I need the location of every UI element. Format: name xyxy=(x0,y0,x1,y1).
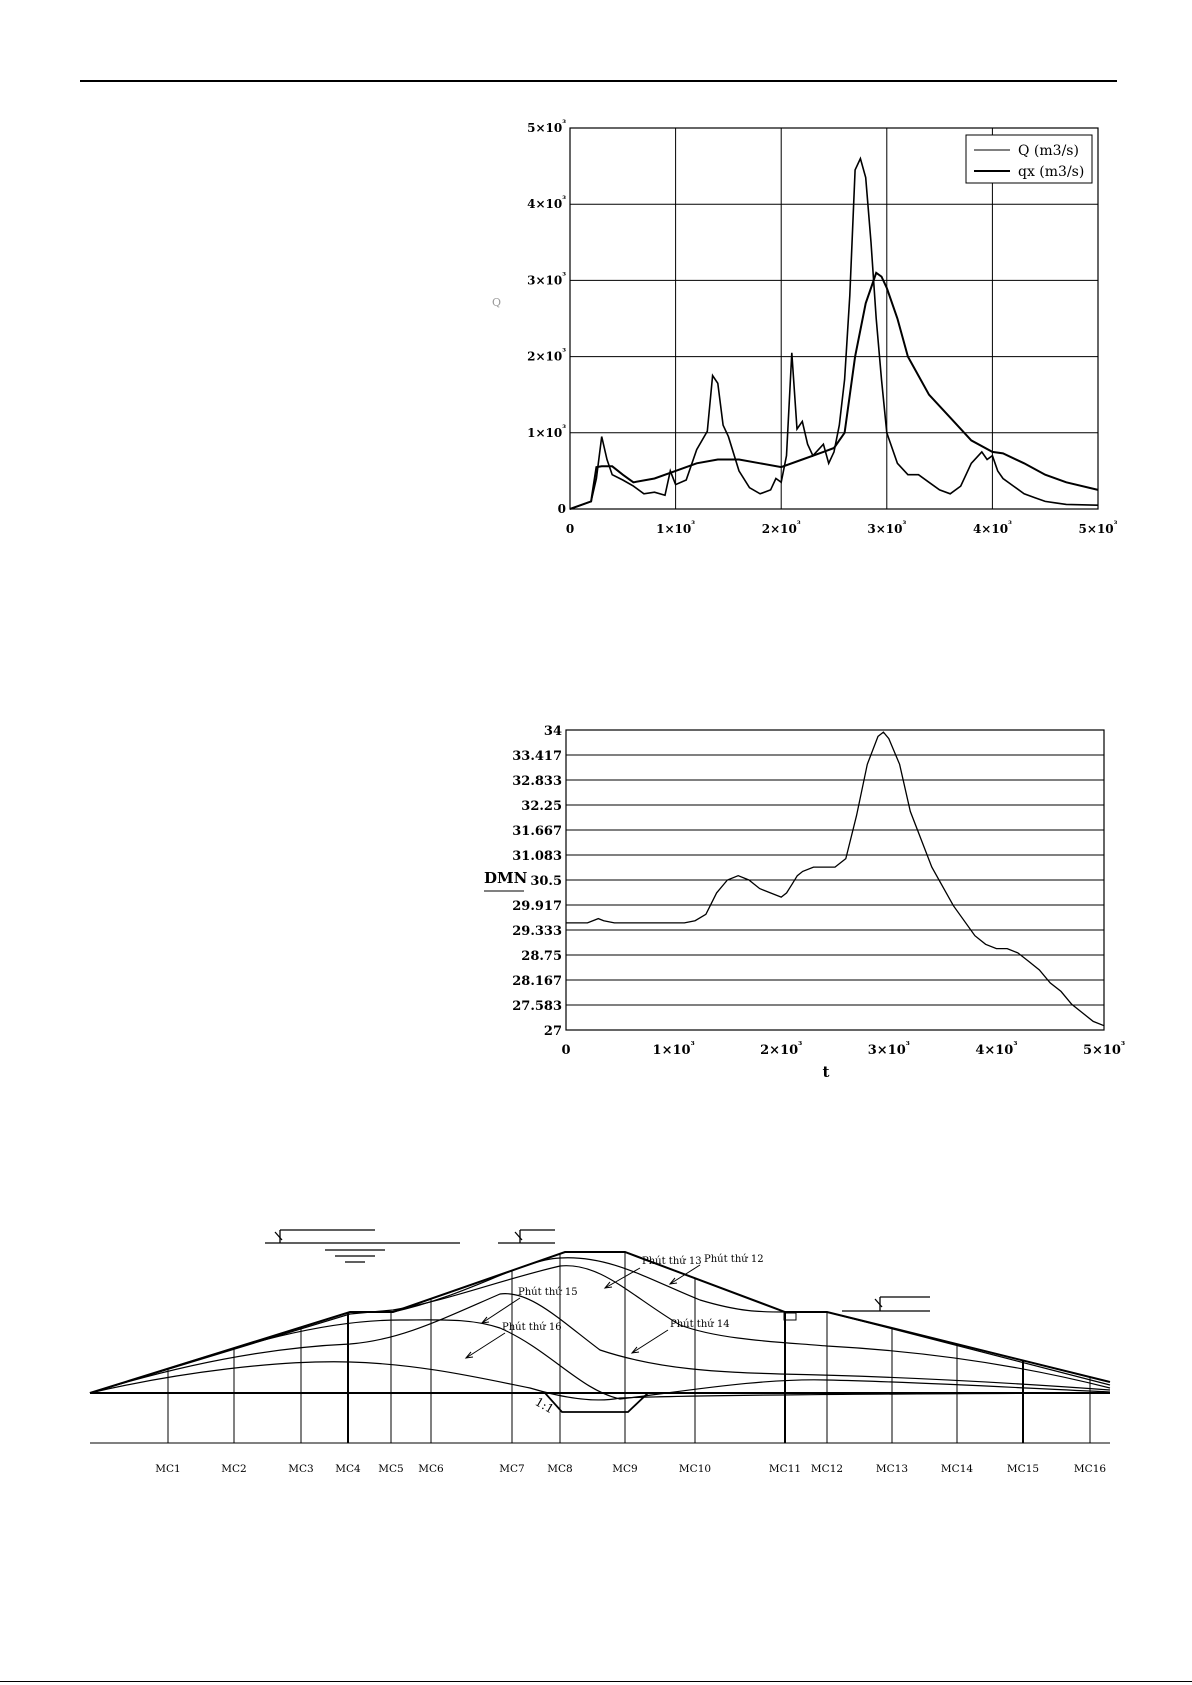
annotation-minute-13: Phút thứ 13 xyxy=(642,1256,702,1267)
y-tick-label: 32.833 xyxy=(512,774,562,789)
x-tick-label: $2\times 10^{^3}$ xyxy=(761,520,801,536)
y-tick-label: 27.583 xyxy=(512,999,562,1014)
section-label: MC1 xyxy=(155,1463,181,1475)
header-rule xyxy=(80,80,1117,82)
x-tick-label: $3\times 10^{^3}$ xyxy=(867,520,907,536)
section-label: MC16 xyxy=(1073,1463,1107,1475)
y-axis-label: Q xyxy=(492,296,502,309)
annotation-minute-15: Phút thứ 15 xyxy=(518,1287,578,1298)
section-label: MC5 xyxy=(378,1463,404,1475)
section-label: MC2 xyxy=(221,1463,247,1475)
upstream-water-level-icon xyxy=(265,1230,460,1262)
water-level-chart xyxy=(480,722,1140,1092)
x-tick-label: $1\times 10^{^3}$ xyxy=(652,1040,695,1058)
annotation-minute-14: Phút thứ 14 xyxy=(670,1319,730,1330)
y-tick-label: 32.25 xyxy=(521,799,562,814)
legend xyxy=(966,135,1092,183)
legend-label-qx: qx (m3/s) xyxy=(1018,164,1085,180)
y-tick-label: 29.917 xyxy=(512,899,562,914)
section-label: MC15 xyxy=(1006,1463,1040,1475)
x-axis-label: t xyxy=(822,1063,830,1081)
annotation-minute-16: Phút thứ 16 xyxy=(502,1322,562,1333)
y-tick-label: 28.75 xyxy=(521,949,562,964)
y-tick-label: $3\times 10^{^3}$ xyxy=(527,271,566,288)
y-tick-label: 33.417 xyxy=(512,749,562,764)
x-tick-label: $4\times 10^{^3}$ xyxy=(972,520,1012,536)
legend-label-q: Q (m3/s) xyxy=(1018,143,1079,159)
y-tick-label: 28.167 xyxy=(512,974,562,989)
y-tick-label: $2\times 10^{^3}$ xyxy=(527,347,566,364)
y-axis-label: DMN xyxy=(484,869,528,887)
section-label: MC10 xyxy=(678,1463,712,1475)
y-tick-label: $4\times 10^{^3}$ xyxy=(527,195,566,212)
x-tick-label: $5\times 10^{^3}$ xyxy=(1078,520,1118,536)
section-label: MC4 xyxy=(335,1463,361,1475)
x-tick-label: 0 xyxy=(561,1043,571,1058)
section-label: MC11 xyxy=(768,1463,802,1475)
slope-label: 1:1 xyxy=(532,1394,557,1417)
x-tick-label: $1\times 10^{^3}$ xyxy=(656,520,696,536)
y-tick-label: $1\times 10^{^3}$ xyxy=(527,423,566,440)
section-label: MC6 xyxy=(418,1463,444,1475)
section-label: MC14 xyxy=(940,1463,974,1475)
y-tick-label: $5\times 10^{^3}$ xyxy=(527,119,566,135)
y-tick-label: 31.667 xyxy=(512,824,562,839)
y-tick-label: 27 xyxy=(543,1024,562,1039)
crest-water-level-icon xyxy=(498,1230,555,1243)
x-tick-label: $4\times 10^{^3}$ xyxy=(975,1040,1018,1058)
y-tick-label: 29.333 xyxy=(512,924,562,939)
section-label: MC9 xyxy=(612,1463,638,1475)
y-tick-label: 30.5 xyxy=(530,874,562,889)
section-label: MC12 xyxy=(810,1463,844,1475)
downstream-water-level-icon xyxy=(842,1297,930,1311)
y-tick-label: 34 xyxy=(543,724,562,739)
y-tick-label: 0 xyxy=(557,502,566,516)
dam-cross-section xyxy=(0,1200,1192,1500)
y-tick-label: 31.083 xyxy=(512,849,562,864)
discharge-chart xyxy=(480,115,1140,545)
section-label: MC3 xyxy=(288,1463,314,1475)
x-tick-label: $5\times 10^{^3}$ xyxy=(1082,1040,1126,1058)
x-tick-label: $2\times 10^{^3}$ xyxy=(760,1040,803,1058)
x-tick-label: 0 xyxy=(565,522,575,536)
footer-rule xyxy=(0,1681,1192,1682)
section-label: MC13 xyxy=(875,1463,909,1475)
x-tick-label: $3\times 10^{^3}$ xyxy=(867,1040,910,1058)
section-label: MC8 xyxy=(547,1463,573,1475)
annotation-minute-12: Phút thứ 12 xyxy=(704,1254,764,1265)
section-label: MC7 xyxy=(499,1463,525,1475)
annotation-arrows xyxy=(466,1265,700,1358)
